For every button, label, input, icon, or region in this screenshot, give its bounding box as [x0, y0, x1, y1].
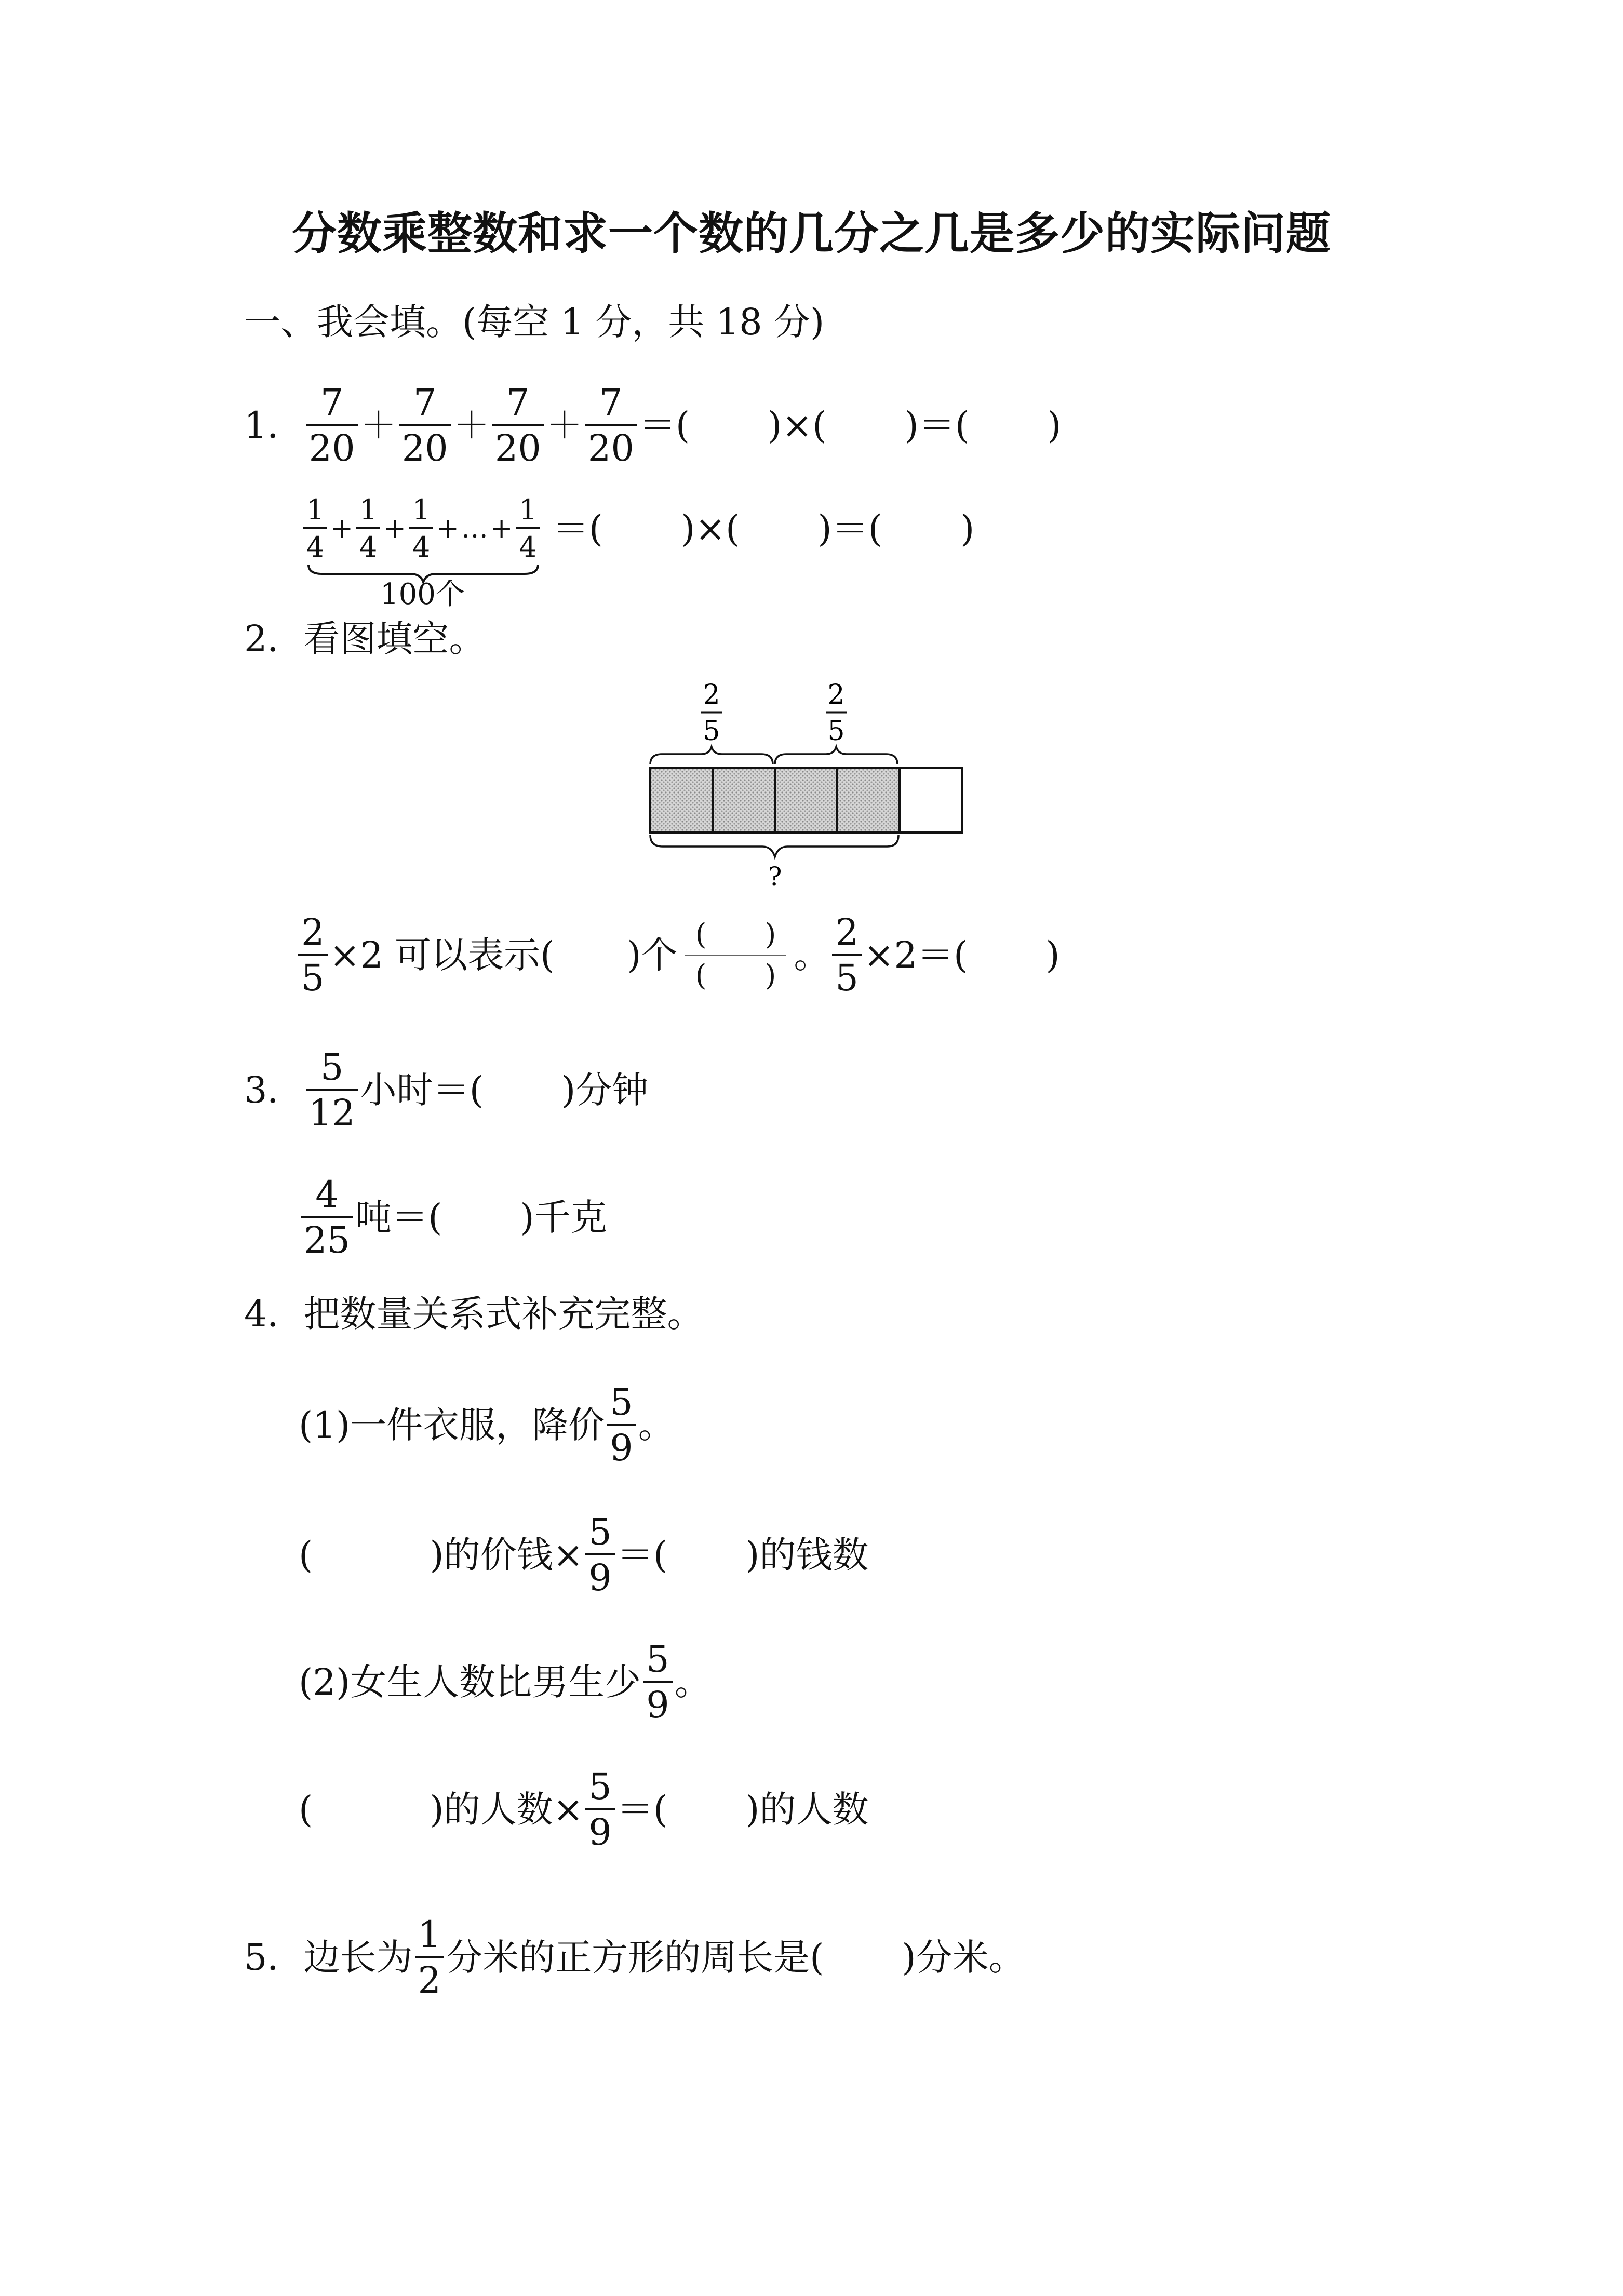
fraction-bar-diagram — [644, 675, 982, 893]
svg-text:5: 5 — [827, 716, 845, 747]
ellipsis: … — [461, 513, 488, 544]
svg-text:5: 5 — [703, 716, 720, 747]
plus-sign: + — [436, 513, 459, 544]
q4-part1-text: (1)一件衣服，降价 $\frac{5}{9}$ 。 — [299, 1381, 675, 1469]
times-sign: × — [782, 404, 813, 447]
equals-sign: ＝ — [918, 404, 955, 447]
equals-sign: ＝ — [639, 404, 676, 447]
q4-part2-text: (2)女生人数比男生少 $\frac{5}{9}$ 。 — [299, 1638, 711, 1726]
equals-sign: ＝ — [552, 507, 589, 550]
plus-sign: ＋ — [453, 404, 490, 447]
fraction: $\frac{2}{5}$ — [298, 914, 328, 996]
fraction: $\frac{5}{9}$ — [585, 1768, 615, 1850]
brace-label: 100个 — [380, 578, 465, 611]
fraction: $\frac{1}{4}$ — [356, 496, 380, 561]
top-brace-left — [650, 747, 773, 764]
section-heading: 一、我会填。(每空 1 分，共 18 分) — [244, 301, 825, 343]
question-number: 4． — [244, 1293, 304, 1335]
fraction: $\frac{7}{20}$ — [585, 384, 637, 466]
q4-text: 4．把数量关系式补充完整。 — [244, 1293, 704, 1335]
q1-line1: 1． $\frac{7}{20}$ ＋ $\frac{7}{20}$ ＋ $\frac{7}{20}$ ＋ $\frac{7}{20}$ ＝ ( ) × ( ) ＝ ( ) — [244, 381, 1062, 469]
equals-sign: ＝ — [831, 507, 868, 550]
fraction: $\frac{1}{4}$ — [303, 496, 327, 561]
plus-sign: + — [383, 513, 406, 544]
q4-part2-equation: ( )的人数× $\frac{5}{9}$ ＝( )的人数 — [299, 1765, 869, 1854]
label-right-fraction — [826, 679, 847, 747]
fraction: $\frac{4}{25}$ — [301, 1176, 353, 1258]
fraction: $\frac{5}{9}$ — [643, 1641, 673, 1723]
bottom-brace — [650, 835, 898, 857]
q5-line: 5． 边长为 $\frac{1}{2}$ 分米的正方形的周长是( )分米。 — [244, 1913, 1025, 2002]
svg-text:2: 2 — [827, 679, 845, 710]
fraction: $\frac{2}{5}$ — [832, 914, 862, 996]
q3-line-b: $\frac{4}{25}$ 吨＝( )千克 — [299, 1176, 607, 1258]
fraction: $\frac{1}{4}$ — [516, 496, 540, 561]
question-number: 3． — [244, 1069, 304, 1111]
q3-line-a: 3． $\frac{5}{12}$ 小时＝( )分钟 — [244, 1046, 649, 1134]
question-number: 1． — [244, 404, 304, 447]
plus-sign: + — [330, 513, 353, 544]
q2-statement: $\frac{2}{5}$ ×2 可以表示( )个 $\frac{( )}{( )}$ 。 $\frac{2}{5}$ ×2＝( ) — [296, 914, 1060, 996]
question-number: 2． — [244, 617, 304, 660]
page-title: 分数乘整数和求一个数的几分之几是多少的实际问题 — [292, 208, 1331, 260]
fraction: $\frac{7}{20}$ — [492, 384, 544, 466]
fraction: $\frac{5}{9}$ — [585, 1514, 615, 1596]
fraction: $\frac{1}{2}$ — [415, 1916, 445, 1998]
fraction: $\frac{5}{12}$ — [306, 1049, 358, 1131]
plus-sign: ＋ — [546, 404, 583, 447]
q4-part1-equation: ( )的价钱× $\frac{5}{9}$ ＝( )的钱数 — [299, 1511, 869, 1599]
q1-line2: $\frac{1}{4}$ + $\frac{1}{4}$ + $\frac{1}{4}$ + … + $\frac{1}{4}$ ＝ ( ) × ( ) ＝ ( ) — [301, 496, 974, 561]
answer-fraction-blank[interactable]: $\frac{( )}{( )}$ — [685, 920, 787, 990]
fraction: $\frac{7}{20}$ — [306, 384, 358, 466]
top-brace-right — [775, 747, 897, 764]
times-sign: × — [695, 507, 726, 550]
fraction: $\frac{5}{9}$ — [607, 1384, 636, 1466]
fraction: $\frac{7}{20}$ — [399, 384, 451, 466]
plus-sign: + — [490, 513, 513, 544]
svg-text:2: 2 — [703, 679, 720, 710]
question-mark-label: ? — [768, 862, 782, 892]
plus-sign: ＋ — [360, 404, 397, 447]
fraction: $\frac{1}{4}$ — [409, 496, 433, 561]
question-number: 5． — [244, 1936, 304, 1979]
label-left-fraction — [701, 679, 722, 747]
q2-text: 2．看图填空。 — [244, 617, 486, 660]
bar-cells — [650, 768, 962, 833]
